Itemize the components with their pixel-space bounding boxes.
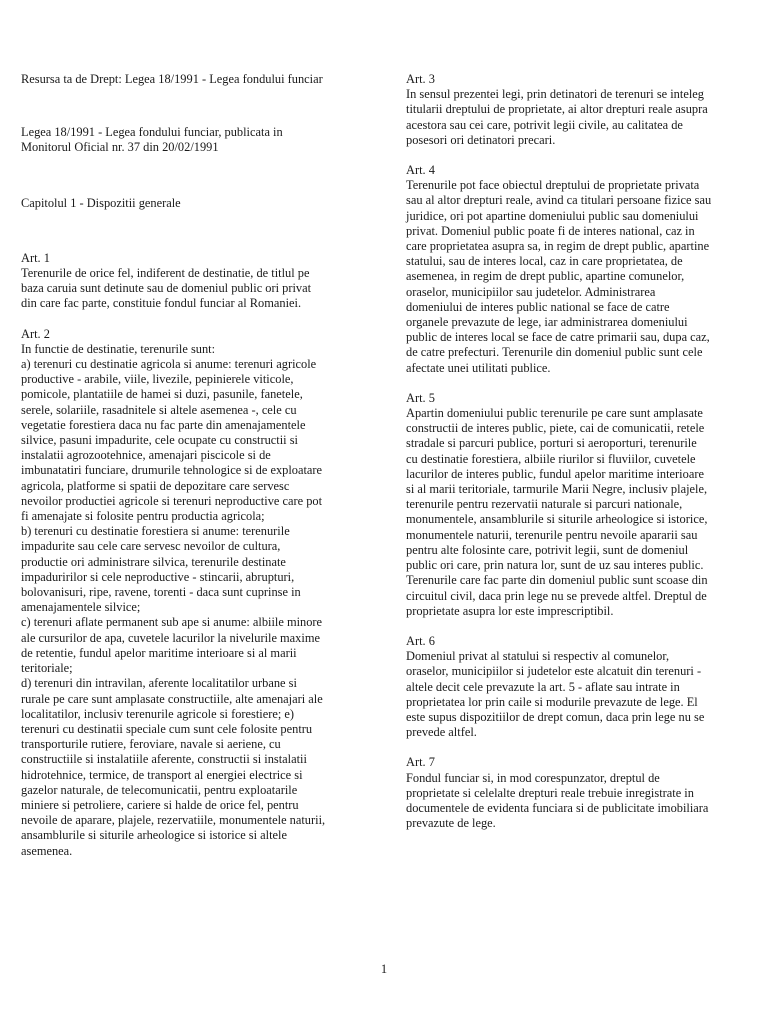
article-text: Apartin domeniului public terenurile pe care sunt amplasate constructii de interes public, piete, cai de comunicatii, retele stradale si parcuri publice, porturi si aeroporturi, terenurile cu destinatie forestiera, albiile riurilor si fluviilor, cuvetele lacurilor de interes public, fundul apelor maritime interioare si al marii teritoriale, tarmurile Marii Negre, inclusiv plajele, terenurile pentru rezervatii naturale si parcuri nationale, monumentele, ansamblurile si siturile arheologice si istorice, monumentele naturii, terenurile pentru nevoile apararii sau pentru alte folosinte care, potrivit legii, sunt de domeniul public ori care, prin natura lor, sunt de uz sau interes public. Terenurile care fac parte din domeniul public sunt scoase din circuitul civil, daca prin lege nu se prevede altfel. Dreptul de proprietate asupra lor este imprescriptibil. (406, 406, 708, 618)
publication-note: Legea 18/1991 - Legea fondului funciar, publicata in Monitorul Oficial nr. 37 din 20/02/1991 (21, 125, 283, 155)
article-4 (406, 163, 762, 376)
chapter-title: Capitolul 1 - Dispozitii generale (21, 195, 181, 210)
article-heading: Art. 3 (406, 72, 435, 86)
article-1 (21, 251, 366, 312)
document-header: Resursa ta de Drept: Legea 18/1991 - Legea fondului funciar (21, 72, 323, 86)
article-3 (406, 72, 762, 148)
article-text: In functie de destinatie, terenurile sunt: a) terenuri cu destinatie agricola si anume: terenuri agricole productive - arabile, viile, livezile, pepinierele viticole, pomicole, plantatiile de hamei si duzi, pasunile, fanetele, serele, solariile, rasadnitele si altele asemenea -, cele cu vegetatie forestiera daca nu fac parte din amenajamentele silvice, pasuni impadurite, cele ocupate cu constructii si instalatii agrozootehnice, amenajari piscicole si de imbunatatiri funciare, drumurile tehnologice si de exploatare agricola, platforme si spatii de depozitare care servesc nevoilor productiei agricole si terenuri neproductive care pot fi amenajate si folosite pentru productia agricola; b) terenuri cu destinatie forestiera si anume: terenurile impadurite sau cele care servesc nevoilor de cultura, productie ori administrare silvica, terenurile destinate impaduririlor si cele neproductive - stincarii, abrupturi, bolovanisuri, ripe, ravene, torenti - daca sunt cuprinse in amenajamentele silvice; c) terenuri aflate permanent sub ape si anume: albiile minore ale cursurilor de apa, cuvetele lacurilor la nivelurile maxime de retentie, fundul apelor maritime interioare si al marii teritoriale; d) terenuri din intravilan, aferente localitatilor urbane si rurale pe care sunt amplasate constructiile, alte amenajari ale localitatilor, inclusiv terenurile agricole si forestiere; e) terenuri cu destinatii speciale cum sunt cele folosite pentru transporturile rutiere, feroviare, navale si aeriene, cu constructiile si instalatiile aferente, constructii si instalatii hidrotehnice, termice, de transport al energiei electrice si gazelor naturale, de telecomunicatii, pentru exploatarile miniere si petroliere, cariere si halde de orice fel, pentru nevoile de aparare, plajele, rezervatiile, monumentele naturii, ansamblurile si siturile arheologice si istorice si altele asemenea. (21, 341, 326, 858)
article-text: Terenurile de orice fel, indiferent de destinatie, de titlul pe baza caruia sunt detinute sau de domeniul public ori privat din care fac parte, constituie fondul funciar al Romaniei. (21, 266, 312, 311)
article-6 (406, 634, 762, 740)
left-column (21, 72, 366, 859)
article-heading: Art. 1 (21, 250, 50, 265)
article-heading: Art. 7 (406, 755, 435, 770)
article-text: Terenurile pot face obiectul dreptului de proprietate privata sau al altor drepturi reale, avind ca titulari persoane fizice sau juridice, ori pot apartine domeniului public sau domeniului privat. Domeniul public poate fi de interes national, caz in care proprietatea asupra sa, in regim de drept public, apartine statului, sau de interes local, caz in care proprietatea, de asemenea, in regim de drept public, apartine comunelor, oraselor, municipiilor sau judetelor. Administrarea domeniului de interes public national se face de catre organele prevazute de lege, iar administrarea domeniului public de interes local se face de catre primarii sau, dupa caz, de catre prefecturi. Terenurile din domeniul public sunt cele afectate unei utilitati publice. (406, 178, 712, 375)
article-7 (406, 755, 762, 831)
article-heading: Art. 4 (406, 163, 435, 178)
article-text: Fondul funciar si, in mod corespunzator, dreptul de proprietate si celelalte drepturi reale trebuie inregistrate in documentele de evidenta funciara si de publicitate imobiliara prevazute de lege. (406, 770, 709, 831)
article-5 (406, 391, 762, 619)
article-heading: Art. 5 (406, 390, 435, 405)
article-text: Domeniul privat al statului si respectiv al comunelor, oraselor, municipiilor si judetelor este alcatuit din terenuri - altele decit cele prevazute la art. 5 - aflate sau intrate in proprietatea lor prin caile si modurile prevazute de lege. El este supus dispozitiilor de drept comun, daca prin lege nu se prevede altfel. (406, 649, 705, 740)
page-number: 1 (380, 962, 388, 976)
right-column (406, 72, 762, 831)
article-heading: Art. 2 (21, 326, 50, 341)
article-2 (21, 327, 366, 859)
article-text: In sensul prezentei legi, prin detinatori de terenuri se inteleg titularii dreptului de proprietate, ai altor drepturi reale asupra acestora sau cei care, potrivit legii civile, au calitatea de posesori ori detinatori precari. (406, 87, 708, 147)
article-heading: Art. 6 (406, 633, 435, 648)
